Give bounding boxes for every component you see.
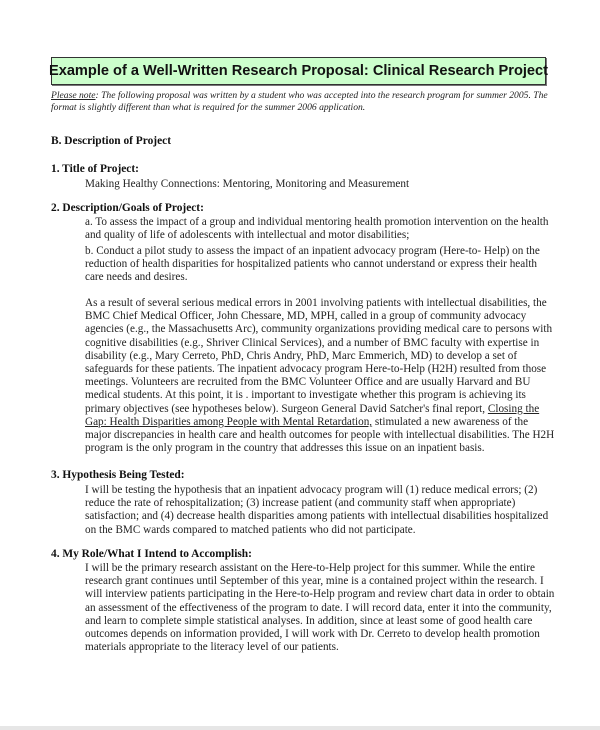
please-note [51,90,571,113]
my-role-heading: 4. My Role/What I Intend to Accomplish: [51,548,252,560]
report-title: Closing the Gap: Health Disparities among People with Mental Retardation, [85,402,540,428]
goal-b: b. Conduct a pilot study to assess the impact of an inpatient advocacy program (Here-to- Help) on the reduction of health disparities for hospitalized patients who cannot understand or express their health care needs and desires. [85,245,540,284]
hypothesis-body: I will be testing the hypothesis that an inpatient advocacy program will (1) reduce medical errors; (2) reduce the rate of rehospitalization; (3) increase patient (and community staff when appropriate) satisfaction; and (4) decrease health disparities among patients with intellectual disabilities hospitalized on the BMC wards compared to matched patients who did not participate. [85,484,549,536]
title-of-project-heading: 1. Title of Project: [51,163,139,175]
my-role-body: I will be the primary research assistant on the Here-to-Help project for this summer. While the entire research grant continues until September of this year, mine is a contained project within the research. I will interview patients participating in the Here-to-Help program and review chart data in order to obtain an assessment of the effectiveness of the program to date. I will record data, enter it into the community, and learn to complete simple statistical analyses. In addition, since at least some of good health care outcomes depends on information provided, I will work with Dr. Cerreto to develop health promotion materials appropriate to the literacy level of our patients. [85,562,555,654]
goals-heading: 2. Description/Goals of Project: [51,202,204,214]
goal-a: a. To assess the impact of a group and individual mentoring health promotion intervention on the health and quality of life of adolescents with intellectual and motor disabilities; [85,216,549,242]
hypothesis-heading: 3. Hypothesis Being Tested: [51,469,185,481]
background-text-before: As a result of several serious medical errors in 2001 involving patients with intellectual disabilities, the BMC Chief Medical Officer, John Chessare, MD, MPH, called in a group of community advocacy agencies (e.g., the Massachusetts Arc), community organizations providing medical care to persons with cognitive disabilities (e.g., Shriver Clinical Services), and a number of BMC faculty with expertise in disability (e.g., Mary Cerreto, PhD, Chris Andry, PhD, Marc Emmerich, MD) to develop a set of safeguards for these patients. The inpatient advocacy program Here-to-Help (H2H) resulted from those meetings. Volunteers are recruited from the BMC Volunteer Office and are usually Harvard and BU medical students. At this point, it is . important to investigate whether this program is achieving its primary objectives (see hypotheses below). Surgeon General David Satcher's final report, [85,297,553,415]
page-bottom-edge [0,726,600,730]
please-note-text: : The following proposal was written by a student who was accepted into the research program for summer 2005. The format is slightly different than what is required for the summer 2006 application. [51,90,548,113]
section-heading: B. Description of Project [51,135,171,147]
background-paragraph [85,297,555,455]
background-text-after: stimulated a new awareness of the major discrepancies in health care and health outcomes for people with intellectual disabilities. The H2H program is the only program in the country that addresses this issue on an inpatient basis. [85,415,555,455]
please-note-label: Please note [51,90,96,101]
title-of-project-body: Making Healthy Connections: Mentoring, Monitoring and Measurement [85,178,410,190]
document-title: Example of a Well-Written Research Proposal: Clinical Research Project [51,57,546,85]
